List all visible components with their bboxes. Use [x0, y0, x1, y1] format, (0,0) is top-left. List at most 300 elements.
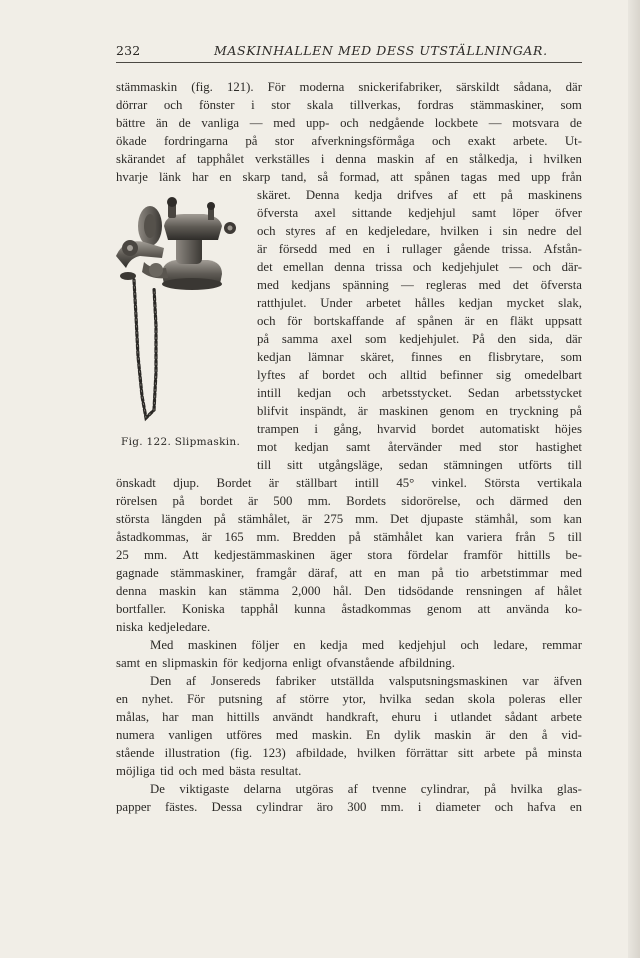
word: befinner [440, 368, 483, 382]
word: med [498, 170, 521, 184]
word: större [299, 692, 329, 706]
text-line [116, 620, 582, 635]
word: är [268, 476, 279, 490]
word: som [560, 350, 582, 364]
word: (fig. [230, 746, 253, 760]
word: ofvanstående [326, 656, 395, 670]
word: Under [320, 296, 353, 310]
word: tid [160, 764, 174, 778]
word: sig [496, 368, 511, 382]
word: åstadkommas [341, 602, 412, 616]
word: däraf, [308, 566, 338, 580]
word: kedjeledare, [368, 224, 431, 238]
word: kan [208, 584, 227, 598]
text-line [116, 152, 582, 167]
word: var [522, 674, 539, 688]
word: dylik [394, 728, 421, 742]
word: hål. [332, 584, 352, 598]
word: med [559, 566, 582, 580]
word: stor [271, 98, 291, 112]
word: tidsödande [398, 584, 454, 598]
word: i [386, 242, 391, 256]
word: på [348, 530, 361, 544]
word: för [287, 314, 303, 328]
word: gagnade [116, 566, 159, 580]
word: sedan [398, 458, 428, 472]
word: utställda [330, 674, 375, 688]
word: stämmaskiner, [170, 566, 245, 580]
word: och [368, 368, 387, 382]
word: fläkt [509, 314, 534, 328]
word: sådana, [513, 80, 552, 94]
word: skarp [242, 170, 271, 184]
word: arbetsstycket [515, 386, 582, 400]
word: På [472, 332, 485, 346]
word: är [302, 512, 312, 526]
word: och [494, 800, 514, 814]
word: och [340, 116, 359, 130]
word: hvilka [379, 692, 412, 706]
word: vertikala [537, 476, 582, 490]
text-line [116, 134, 582, 149]
word: en [345, 224, 358, 238]
word: maskinen [187, 638, 237, 652]
word: upp- [305, 116, 330, 130]
word: cylindrar, [420, 782, 470, 796]
word: den [563, 494, 582, 508]
text-line [150, 638, 582, 653]
word: hittills [226, 710, 260, 724]
word: äro [316, 800, 334, 814]
word: sin [502, 224, 518, 238]
word: 275 [323, 512, 344, 526]
word: poleras [508, 692, 546, 706]
word: och [163, 98, 183, 112]
word: stämma [239, 584, 280, 598]
word: sittande [352, 206, 392, 220]
word: stående [116, 746, 155, 760]
word: hvilken [440, 224, 479, 238]
word: kedjans [291, 278, 331, 292]
word: en [219, 170, 232, 184]
word: 300 [347, 800, 367, 814]
word: hvilken [357, 746, 396, 760]
text-line [257, 404, 582, 419]
word: en [373, 566, 387, 580]
word: stämhålet, [237, 512, 291, 526]
word: är [247, 494, 258, 508]
word: af [347, 782, 358, 796]
word: inspändt, [299, 404, 347, 418]
word: tillverkas, [349, 98, 401, 112]
word: moderna [299, 80, 345, 94]
word: med [273, 116, 296, 130]
word: djupaste [420, 512, 464, 526]
word: tryckning [509, 404, 559, 418]
word: kan [563, 512, 582, 526]
word: stämmaskin [116, 80, 178, 94]
running-header [116, 40, 582, 60]
running-title: MASKINHALLEN MED DESS UTSTÄLLNINGAR. [214, 43, 548, 58]
word: på [213, 512, 226, 526]
word: lyftes [257, 368, 286, 382]
word: vid- [561, 728, 582, 742]
word: Det [390, 512, 409, 526]
text-line [116, 584, 582, 599]
word: med [362, 638, 385, 652]
word: tapphål [240, 602, 279, 616]
text-line [116, 80, 582, 95]
word: skäret, [360, 350, 395, 364]
word: Att [182, 548, 199, 562]
grinding-machine-illustration [104, 196, 252, 432]
word: samt [116, 656, 141, 670]
text-line [116, 656, 582, 671]
word: förrättar [405, 746, 448, 760]
word: använda [506, 602, 550, 616]
word: stora [367, 548, 393, 562]
word: arbete [550, 710, 582, 724]
word: och [257, 224, 276, 238]
word: mm. [144, 548, 168, 562]
word: utförts [518, 458, 552, 472]
word: drifves [397, 188, 433, 202]
word: är [464, 314, 475, 328]
word: axel [314, 206, 336, 220]
word: motsvara [512, 116, 560, 130]
word: trissa. [501, 242, 532, 256]
word: maskinens [527, 188, 582, 202]
text-line [116, 512, 582, 527]
word: hafva [527, 800, 556, 814]
word: uppsatt [545, 314, 582, 328]
word: kedjorna [242, 656, 288, 670]
word: bordet [431, 422, 465, 436]
word: verkställes [255, 152, 310, 166]
word: försedd [278, 242, 318, 256]
word: de [178, 116, 191, 130]
word: afverkningsförmåga [311, 134, 415, 148]
word: stämningen [443, 458, 503, 472]
word: på [484, 782, 497, 796]
word: blifvit [257, 404, 289, 418]
word: i [528, 152, 533, 166]
word: där [565, 80, 582, 94]
word: ytor, [342, 692, 366, 706]
word: som [530, 512, 552, 526]
word: fabriker [275, 674, 316, 688]
word: djup. [173, 476, 200, 490]
word: automatiskt [479, 422, 540, 436]
word: stämhål, [475, 512, 519, 526]
word: slak, [558, 296, 582, 310]
word: Dessa [211, 800, 243, 814]
word: kedjehjul [398, 638, 447, 652]
word: ökade [116, 134, 147, 148]
word: öfversta [257, 206, 299, 220]
word: Största [484, 476, 520, 490]
word: på [525, 746, 538, 760]
word: för [222, 656, 238, 670]
word: skärandet [116, 152, 166, 166]
word: maskin [159, 584, 196, 598]
word: å [541, 728, 548, 742]
word: och [460, 638, 479, 652]
word: sitt [457, 746, 474, 760]
word: Sedan [467, 386, 500, 400]
word: från [515, 530, 536, 544]
word: från [561, 170, 582, 184]
word: utföres [226, 728, 262, 742]
word: framgår [255, 566, 297, 580]
text-line [257, 368, 582, 383]
text-line [257, 314, 582, 329]
word: möjliga [116, 764, 156, 778]
word: största [116, 512, 150, 526]
word: samma [281, 332, 319, 346]
word: löper [512, 206, 539, 220]
word: i [417, 800, 422, 814]
word: tvenne [372, 782, 407, 796]
word: kedjeledare. [148, 620, 211, 634]
word: denna [334, 260, 365, 274]
word: omedelbart [524, 368, 582, 382]
word: med [328, 242, 351, 256]
word: papper [116, 800, 151, 814]
word: och [475, 494, 495, 508]
word: maskinen [379, 404, 429, 418]
word: de [569, 116, 582, 130]
word: kedjan [458, 296, 493, 310]
word: till [567, 458, 582, 472]
word: är [257, 242, 267, 256]
word: — [400, 278, 414, 292]
text-line [116, 170, 582, 185]
word: arbetstimmar [480, 566, 549, 580]
text-line [116, 764, 582, 779]
word: en [145, 656, 158, 670]
word: kunna [294, 602, 326, 616]
word: Bredden [292, 530, 336, 544]
word: Bordet [216, 476, 252, 490]
word: en [293, 638, 306, 652]
word: regleras [425, 278, 467, 292]
word: bättre [116, 116, 146, 130]
word: stor [499, 440, 519, 454]
word: nyhet. [141, 692, 174, 706]
word: spånen [414, 170, 450, 184]
word: det [257, 260, 273, 274]
word: slipmaskin [162, 656, 218, 670]
word: remmar [542, 638, 582, 652]
word: återvänder [387, 440, 442, 454]
word: stor [274, 134, 295, 148]
word: del [566, 224, 582, 238]
word: af [395, 314, 406, 328]
word: rörelsen [116, 494, 158, 508]
word: För [187, 692, 205, 706]
word: af [325, 224, 336, 238]
word: cylindrar [256, 800, 303, 814]
word: i [488, 224, 493, 238]
header-rule [116, 62, 582, 63]
word: dörrar [116, 98, 148, 112]
page-edge [628, 0, 640, 958]
text-line [116, 98, 582, 113]
word: ehuru [391, 710, 421, 724]
word: formad, [339, 170, 380, 184]
word: — [249, 116, 263, 130]
word: trampen [257, 422, 299, 436]
text-line [116, 746, 582, 761]
word: 500 [273, 494, 293, 508]
word: maskin [377, 152, 415, 166]
text-line [257, 242, 582, 257]
word: där [565, 332, 582, 346]
word: afbildade, [296, 746, 347, 760]
word: hvarvid [376, 422, 417, 436]
text-line [257, 224, 582, 239]
word: som [560, 98, 582, 112]
word: gång, [333, 422, 362, 436]
word: har [162, 710, 179, 724]
text-line [116, 548, 582, 563]
word: mot [257, 440, 277, 454]
word: bästa [229, 764, 256, 778]
word: hvilka [510, 782, 543, 796]
word: utgångsläge, [318, 458, 383, 472]
word: åstadkommas, [116, 530, 189, 544]
word: af [186, 674, 197, 688]
text-line [257, 260, 582, 275]
word: en [486, 314, 499, 328]
word: samt [346, 440, 371, 454]
word: en [446, 152, 459, 166]
text-line [257, 440, 582, 455]
word: i [314, 422, 318, 436]
word: sidorörelse, [401, 494, 461, 508]
word: 45° [396, 476, 415, 490]
text-line [116, 602, 582, 617]
word: är [357, 404, 368, 418]
word: på [500, 188, 513, 202]
word: är [201, 530, 212, 544]
text-line [257, 278, 582, 293]
word: finnes [410, 350, 443, 364]
word: styres [285, 224, 316, 238]
word: mm. [355, 512, 379, 526]
word: variera [466, 530, 503, 544]
word: kedja [319, 638, 348, 652]
word: fönster [198, 98, 235, 112]
text-line [257, 386, 582, 401]
word: en [569, 800, 582, 814]
word: axel [330, 332, 353, 346]
word: — [488, 116, 502, 130]
word: lämnar [307, 350, 344, 364]
word: med [202, 764, 225, 778]
word: intill [354, 476, 379, 490]
word: skola [467, 692, 495, 706]
word: längden [161, 512, 202, 526]
word: som [365, 332, 387, 346]
word: minsta [547, 746, 582, 760]
word: denna [335, 152, 366, 166]
text-line [257, 350, 582, 365]
word: och [347, 386, 366, 400]
figure-caption: Fig. 122. Slipmaskin. [121, 436, 241, 448]
word: utlandet [450, 710, 492, 724]
word: fördelar [407, 548, 449, 562]
word: öfversta [540, 278, 582, 292]
word: upp [531, 170, 551, 184]
word: En [365, 728, 381, 742]
word: kedjehjulet [441, 260, 499, 274]
word: framför [463, 548, 503, 562]
word: 165 [224, 530, 244, 544]
word: med [257, 278, 280, 292]
word: kan [435, 530, 454, 544]
word: niska [116, 620, 144, 634]
word: den [509, 728, 528, 742]
word: mm. [380, 800, 404, 814]
word: hastighet [535, 440, 582, 454]
word: samt [471, 206, 497, 220]
word: vanligen [168, 728, 213, 742]
word: mm. [256, 530, 280, 544]
word: mycket [506, 296, 545, 310]
word: rullager [401, 242, 442, 256]
word: hittills [517, 548, 551, 562]
word: maskin [434, 728, 472, 742]
word: af [447, 188, 458, 202]
text-line [257, 332, 582, 347]
word: ratthjulet. [257, 296, 307, 310]
word: Den [364, 584, 386, 598]
word: viktigaste [179, 782, 230, 796]
word: en [485, 404, 498, 418]
text-line [257, 458, 582, 473]
word: handkraft, [326, 710, 379, 724]
word: Denna [305, 188, 340, 202]
text-line [116, 800, 582, 815]
word: fästes. [165, 800, 198, 814]
word: till [257, 458, 272, 472]
word: diameter [435, 800, 481, 814]
word: af [425, 152, 436, 166]
word: stämmaskiner, [470, 98, 544, 112]
word: glas- [557, 782, 582, 796]
word: vanliga [201, 116, 240, 130]
word: med [478, 278, 501, 292]
text-line [116, 494, 582, 509]
text-line [257, 206, 582, 221]
word: af [534, 584, 545, 598]
word: en [362, 242, 375, 256]
word: och [431, 134, 451, 148]
word: sådant [504, 710, 538, 724]
word: af [276, 692, 287, 706]
word: (fig. [191, 80, 213, 94]
word: enligt [292, 656, 322, 670]
word: resultat. [260, 764, 302, 778]
word: utgöras [295, 782, 334, 796]
word: på [172, 494, 185, 508]
word: intill [257, 386, 282, 400]
word: så [317, 170, 329, 184]
word: en [116, 692, 129, 706]
word: på [257, 332, 270, 346]
